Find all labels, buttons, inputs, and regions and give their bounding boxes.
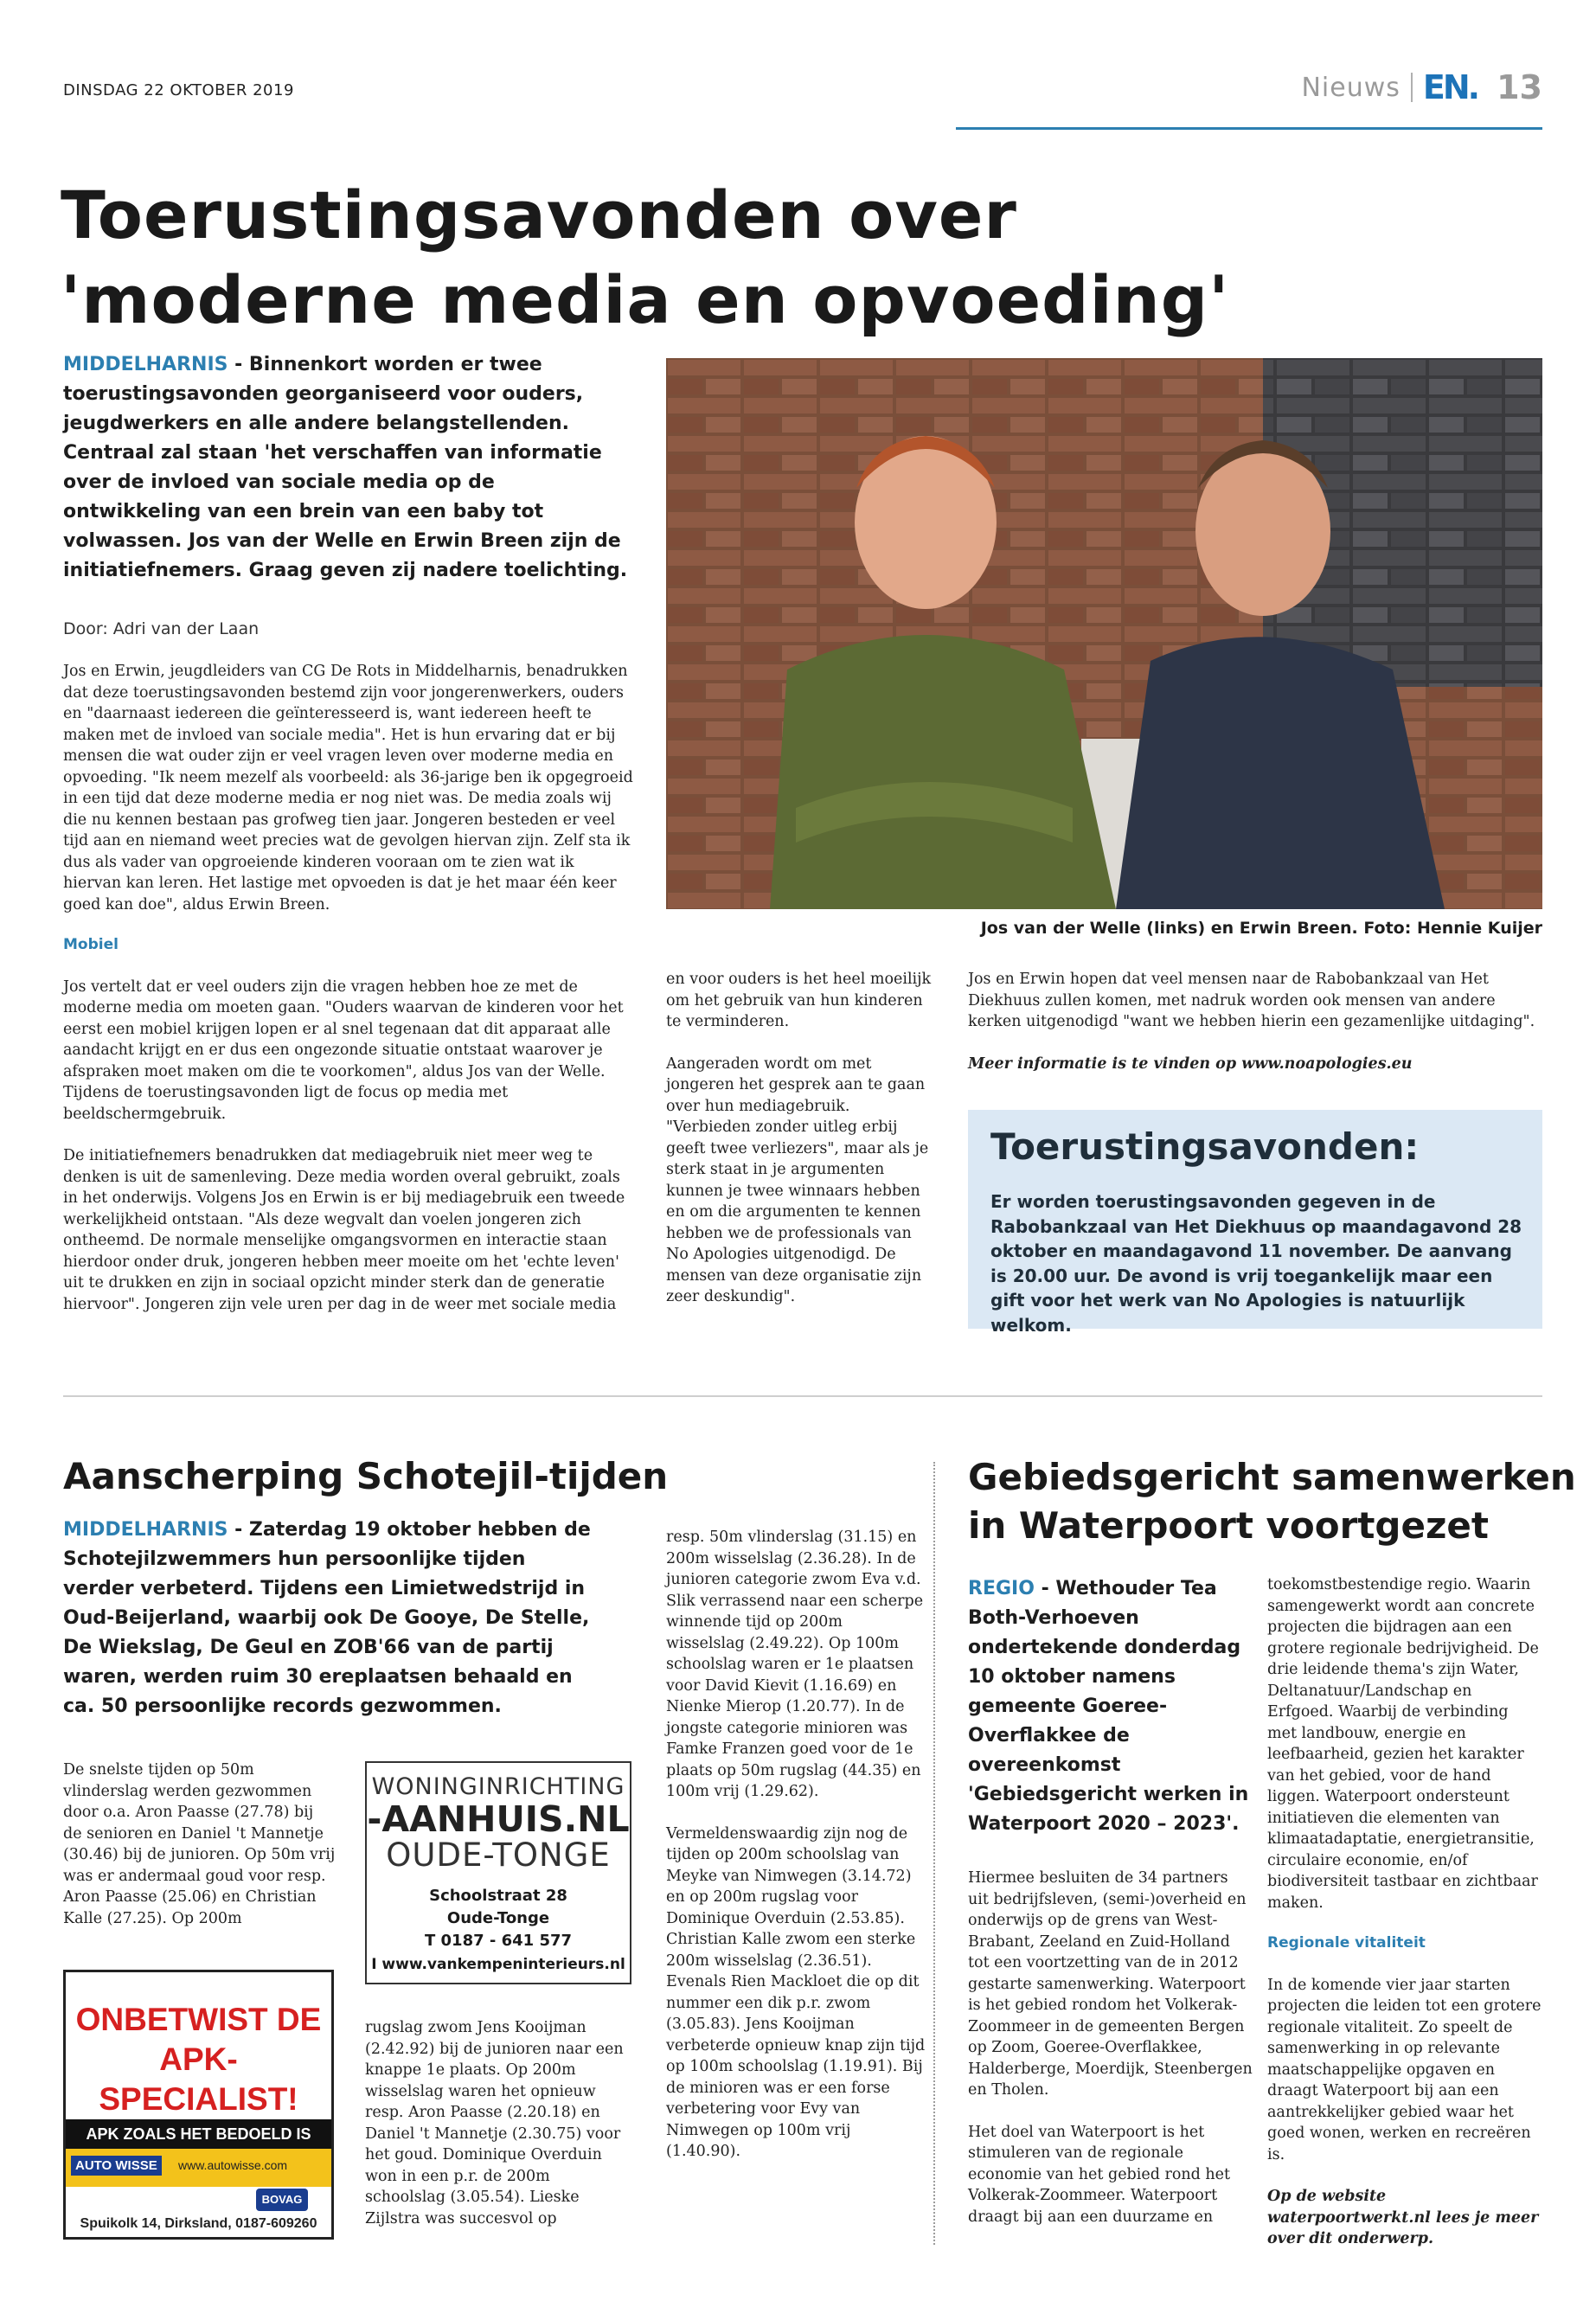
issue-date: DINSDAG 22 OKTOBER 2019 <box>63 81 294 99</box>
article3-col1 <box>968 1868 1253 2248</box>
article1-headline: Toerustingsavonden over 'moderne media en opvoeding' <box>61 176 1230 338</box>
ad-line: WONINGINRICHTING <box>371 1773 625 1800</box>
article2-headline: Aanscherping Schotejil-tijden <box>63 1455 669 1497</box>
advertisement-aanhuis[interactable] <box>365 1761 631 1984</box>
paragraph: In de komende vier jaar starten projecten die leiden tot een grotere regionale vitaliteit. Zo speelt de samenwerking in op relevante maatschappelijke opgaven en draagt Waterpoort bij aan een aantrekkelijker gebied waar het goed wonen, werken en recreëren is. <box>1267 1976 1542 2163</box>
info-link-text: Op de website waterpoortwerkt.nl lees je meer over dit onderwerp. <box>1267 2188 1539 2247</box>
paragraph: Jos en Erwin, jeugdleiders van CG De Rots in Middelharnis, benadrukken dat deze toerustingsavonden bestemd zijn voor jongerenwerkers, ouders en "daarnaast iedereen die geïnteresseerd is, want iedereen heeft te maken met de invloed van sociale media". Het is hun ervaring dat er bij mensen die wat ouder zijn er veel vragen leven over moderne media en opvoeding. "Ik neem mezelf als voorbeeld: als 36-jarige ben ik opgegroeid in een tijd dat deze moderne media er nog niet was. De media zoals wij die nu kennen bestaan pas grofweg tien jaar. Jongeren besteden er veel tijd aan en niemand weet precies wat de gevolgen hiervan zijn. Zelf sta ik dus als vader van opgroeiende kinderen vooraan om te zien wat ik hiervan kan leren. Het lastige met opvoeden is dat je het maar één keer goed kan doe", aldus Erwin Breen. <box>63 663 633 913</box>
article2-col1 <box>63 1759 336 1950</box>
ad-brand: AUTO WISSE <box>71 2156 162 2176</box>
ad-website: www.autowisse.com <box>178 2158 288 2172</box>
paragraph: De snelste tijden op 50m vlinderslag werden gezwommen door o.a. Aron Paasse (27.78) bij de senioren en Daniel 't Mannetje (30.46) bij de junioren. Op 50m vrij was er andermaal goud voor resp. Aron Paasse (25.06) en Christian Kalle (27.25). Op 200m <box>63 1761 336 1927</box>
article2-lead: MIDDELHARNIS - Zaterdag 19 oktober hebben de Schotejilzwemmers hun persoonlijke tijden verder verbeterd. Tijdens een Limietwedstrijd in Oud-Beijerland, waarbij ook De Gooye, De Stelle, De Wiekslag, De Geul en ZOB'66 van de partij waren, werden ruim 30 ereplaatsen behaald en ca. 50 persoonlijke records gezwommen. <box>63 1519 591 1717</box>
page-header-right <box>1301 67 1542 107</box>
ad-address: Spuikolk 14, Dirksland, 0187-609260 <box>80 2216 317 2231</box>
column-divider <box>933 1462 935 2245</box>
header-divider <box>1411 73 1413 102</box>
article3-col2 <box>1267 1574 1542 2271</box>
paragraph: Hiermee besluiten de 34 partners uit bedrijfsleven, (semi-)overheid en onderwijs op de grens van West-Brabant, Zeeland en Zuid-Holland tot een voortzetting van de in 2012 gestarte samenwerking. Waterpoort is het gebied rondom het Volkerak-Zoommeer in de gemeenten Bergen op Zoom, Goeree-Overflakkee, Halderberge, Moerdijk, Steenbergen en Tholen. <box>968 1869 1253 2099</box>
ad-phone: T 0187 - 641 577 <box>424 1932 573 1950</box>
ad-website: I www.vankempeninterieurs.nl <box>371 1956 625 1973</box>
article3-headline: Gebiedsgericht samenwerken in Waterpoort voortgezet <box>968 1456 1576 1547</box>
ad-address: Schoolstraat 28 <box>429 1887 567 1905</box>
article2-col3 <box>666 1527 926 2183</box>
article1-col1 <box>63 661 634 1336</box>
dateline-place: MIDDELHARNIS <box>63 1519 228 1541</box>
ad-address: Oude-Tonge <box>446 1909 550 1927</box>
subheading: Regionale vitaliteit <box>1267 1934 1426 1952</box>
ad-headline: ONBETWIST DE <box>75 2002 322 2037</box>
event-info-box <box>968 1110 1542 1336</box>
paragraph: Aangeraden wordt om met jongeren het gesprek aan te gaan over hun mediagebruik. "Verbieden zonder uitleg erbij geeft twee verliezers", maar als je sterk staat in je argumenten kunnen je twee winnaars hebben en om die argumenten te kennen hebben we de professionals van No Apologies uitgenodigd. De mensen van deze organisatie zijn zeer deskundig". <box>666 1054 929 1305</box>
ad-banner: APK ZOALS HET BEDOELD IS <box>66 2119 331 2149</box>
paragraph: De initiatiefnemers benadrukken dat mediagebruik niet meer weg te denken is uit de samenleving. Deze media worden overal gebruikt, zoals in het onderwijs. Volgens Jos en Erwin is er bij mediagebruik een tweede werkelijkheid ontstaan. "Als deze wegvalt dan voelen jongeren zich ontheemd. De normale menselijke omgangsvormen en interactie staan hierdoor onder druk, jongeren hebben meer moeite om het 'echte leven' uit te drukken en zijn in sociaal opzicht minder sterk dan de generatie hiervoor". Jongeren zijn vele uren per dag in de weer met sociale media <box>63 1147 625 1313</box>
subheading: Mobiel <box>63 936 119 953</box>
paragraph: toekomstbestendige regio. Waarin samengewerkt wordt aan concrete projecten die bijdragen aan een grotere regionale bedrijvigheid. De drie leidende thema's zijn Water, Deltanatuur/Landschap en Erfgoed. Waarbij de verbinding met landbouw, energie en leefbaarheid, gezien het karakter van het gebied, voor de hand liggen. Waterpoort ondersteunt initiatieven die elementen van klimaatadaptatie, energietransitie, circulaire economie, en/of biodiversiteit tastbaar en zichtbaar maken. <box>1267 1576 1539 1912</box>
paragraph: Vermeldenswaardig zijn nog de tijden op 200m schoolslag van Meyke van Nimwegen (3.14.72) en op 200m rugslag voor Dominique Overduin (2.53.85). Christian Kalle zwom een sterke 200m wisselslag (2.36.51). Evenals Rien Mackloet die op dit nummer een dik p.r. zwom (3.05.83). Jens Kooijman verbeterde opnieuw knap zijn tijd op 100m schoolslag (1.19.91). Bij de minioren was er een forse verbetering voor Evy van Nimwegen op 100m vrij (1.40.90). <box>666 1824 926 2160</box>
bovag-badge: BOVAG <box>256 2189 308 2211</box>
paragraph: resp. 50m vlinderslag (31.15) en 200m wisselslag (2.36.28). In de junioren categorie zwom Eva v.d. Slik verrassend naar een scherpe winnende tijd op 200m wisselslag (2.49.22). Op 100m schoolslag waren er 1e plaatsen voor David Kievit (1.16.69) en Nienke Mierop (1.20.77). In de jongste categorie minioren was Famke Franzen goed voor de 1e plaats op 50m rugslag (44.35) en 100m vrij (1.29.62). <box>666 1529 924 1800</box>
newspaper-logo: EN. <box>1422 68 1478 106</box>
page-number: 13 <box>1497 68 1542 106</box>
paragraph: Jos vertelt dat er veel ouders zijn die vragen hebben hoe ze met de moderne media om moeten gaan. "Ouders waarvan de kinderen voor het eerst een mobiel krijgen lopen er al snel tegenaan dat dit apparaat alle aandacht krijgt en er dus een ongezonde situatie ontstaat waarover je afspraken moet maken om die te voorkomen", aldus Jos van der Welle. Tijdens de toerustingsavonden ligt de focus op media met beeldschermgebruik. <box>63 977 624 1123</box>
ad-brand: -AANHUIS.NL <box>367 1798 630 1840</box>
paragraph: Jos en Erwin hopen dat veel mensen naar de Rabobankzaal van Het Diekhuus zullen komen, met nadruk worden ook mensen van andere kerken uitgenodigd "want we hebben hierin een gezamenlijke uitdaging". <box>968 971 1535 1030</box>
section-divider <box>63 1395 1542 1397</box>
section-label: Nieuws <box>1301 72 1401 103</box>
dateline-place: REGIO <box>968 1578 1035 1599</box>
info-box-title: Toerustingsavonden: <box>990 1125 1420 1168</box>
article1-photo <box>666 358 1542 909</box>
article3-lead: REGIO - Wethouder Tea Both-Verhoeven ondertekende donderdag 10 oktober namens gemeente Goeree-Overflakkee de overeenkomst 'Gebiedsgericht werken in Waterpoort 2020 – 2023'. <box>968 1578 1249 1835</box>
header-rule <box>956 127 1542 130</box>
photo-caption: Jos van der Welle (links) en Erwin Breen. Foto: Hennie Kuijer <box>980 919 1542 938</box>
article1-col2 <box>666 969 939 1329</box>
article1-lead: MIDDELHARNIS - Binnenkort worden er twee toerustingsavonden georganiseerd voor ouders, jeugdwerkers en alle andere belangstellenden. Centraal zal staan 'het verschaffen van informatie over de invloed van sociale media op de ontwikkeling van een brein van een baby tot volwassen. Jos van der Welle en Erwin Breen zijn de initiatiefnemers. Graag geven zij nadere toelichting. <box>63 354 628 581</box>
article2-col2 <box>365 2017 633 2250</box>
ad-line: OUDE-TONGE <box>386 1836 611 1874</box>
paragraph: Het doel van Waterpoort is het stimuleren van de regionale economie van het gebied rond het Volkerak-Zoommeer. Waterpoort draagt bij aan een duurzame en <box>968 2123 1231 2226</box>
dateline-place: MIDDELHARNIS <box>63 354 228 375</box>
paragraph: en voor ouders is het heel moeilijk om het gebruik van hun kinderen te verminderen. <box>666 971 932 1030</box>
ad-headline: APK-SPECIALIST! <box>99 2041 298 2117</box>
ad-brand-strip <box>66 2149 331 2187</box>
photo-two-men-brick-wall <box>666 358 1542 909</box>
info-link-text: Meer informatie is te vinden op www.noapologies.eu <box>968 1054 1413 1073</box>
article1-col3 <box>968 969 1542 1095</box>
article1-byline: Door: Adri van der Laan <box>63 619 260 638</box>
info-box-text: Er worden toerustingsavonden gegeven in de Rabobankzaal van Het Diekhuus op maandagavond 28 oktober en maandagavond 11 november. De aanvang is 20.00 uur. De avond is vrij toegankelijk maar een gift voor het werk van No Apologies is natuurlijk welkom. <box>990 1191 1522 1336</box>
advertisement-auto-wisse[interactable] <box>63 1970 334 2240</box>
paragraph: rugslag zwom Jens Kooijman (2.42.92) bij de junioren naar een knappe 1e plaats. Op 200m wisselslag waren het opnieuw resp. Aron Paasse (2.20.18) en Daniel 't Mannetje (2.30.75) voor het goud. Dominique Overduin won in een p.r. de 200m schoolslag (3.05.54). Lieske Zijlstra was succesvol op <box>365 2019 624 2227</box>
